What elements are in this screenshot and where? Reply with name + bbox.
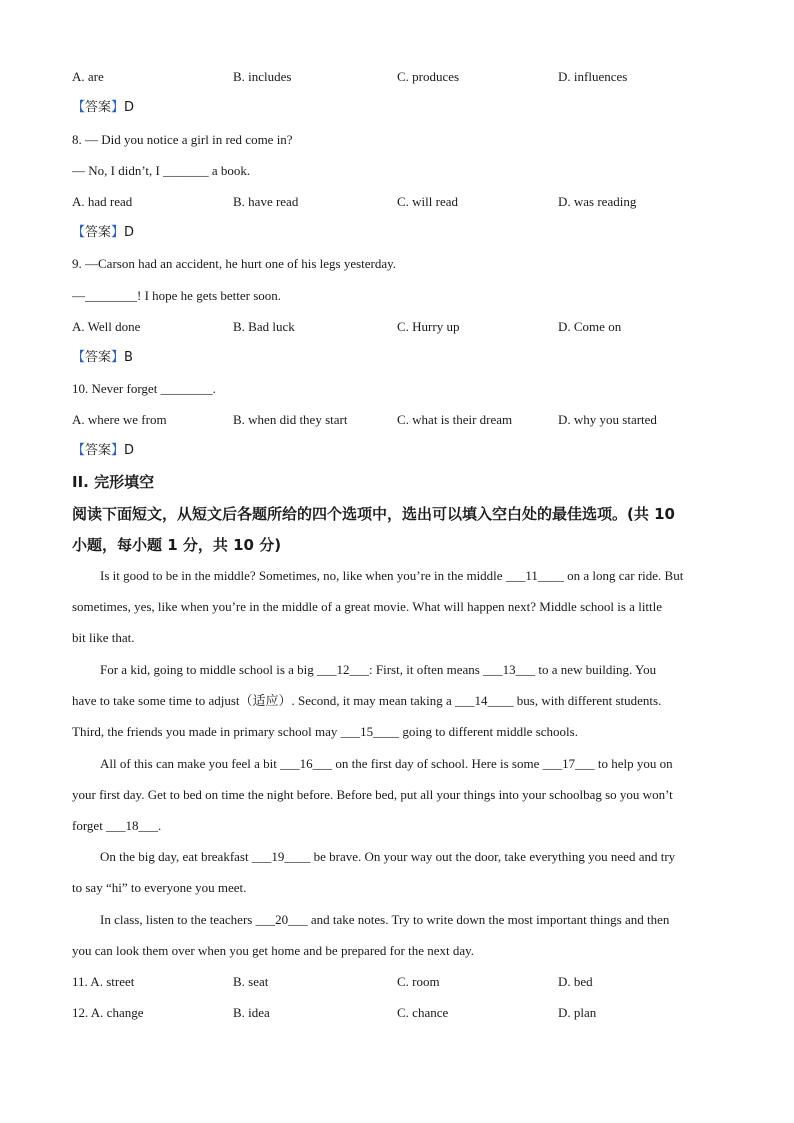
q8-option-a: A. had read xyxy=(72,194,133,209)
passage-line: On the big day, eat breakfast ___19____ be brave. On your way out the door, take everything you need and try xyxy=(100,849,676,864)
q9-answer: 【答案】B xyxy=(72,350,133,365)
passage-line: Is it good to be in the middle? Sometimes, no, like when you’re in the middle ___11____ on a long car ride. But xyxy=(100,568,684,583)
q8-option-c: C. will read xyxy=(397,194,459,209)
q9-question: 9. —Carson had an accident, he hurt one of his legs yesterday. xyxy=(72,256,397,271)
passage-line: Third, the friends you made in primary school may ___15____ going to different middle schools. xyxy=(72,724,578,739)
q9-option-c: C. Hurry up xyxy=(397,319,460,334)
q12-option-c: C. chance xyxy=(397,1005,449,1020)
q9-option-a: A. Well done xyxy=(72,319,141,334)
q10-option-c: C. what is their dream xyxy=(397,412,513,427)
answer-label: 答案 xyxy=(85,225,112,240)
q7-option-b: B. includes xyxy=(233,69,292,84)
answer-value: B xyxy=(124,350,133,365)
section-instructions-line1: 阅读下面短文，从短文后各题所给的四个选项中，选出可以填入空白处的最佳选项。(共 10 xyxy=(72,505,675,523)
passage-line: to say “hi” to everyone you meet. xyxy=(72,880,247,895)
section-instructions-line2: 小题，每小题 1 分，共 10 分) xyxy=(72,536,282,554)
q8-answer: 【答案】D xyxy=(72,225,135,240)
q12-option-b: B. idea xyxy=(233,1005,270,1020)
q8-question: 8. — Did you notice a girl in red come in? xyxy=(72,132,293,147)
q9-option-b: B. Bad luck xyxy=(233,319,295,334)
passage-line: sometimes, yes, like when you’re in the middle of a great movie. What will happen next? Middle school is a little xyxy=(72,599,663,614)
section-title: II. 完形填空 xyxy=(72,473,155,491)
passage-line: your first day. Get to bed on time the night before. Before bed, put all your things into your schoolbag so you won’t xyxy=(72,787,673,802)
answer-label: 答案 xyxy=(85,100,112,115)
q10-option-b: B. when did they start xyxy=(233,412,348,427)
q7-answer: 【答案】D xyxy=(72,100,135,115)
q10-question: 10. Never forget ________. xyxy=(72,381,216,396)
answer-value: D xyxy=(124,100,135,115)
passage-line: For a kid, going to middle school is a big ___12___: First, it often means ___13___ to a new building. You xyxy=(100,662,657,677)
passage-line: forget ___18___. xyxy=(72,818,162,833)
q7-option-a: A. are xyxy=(72,69,104,84)
q11-option-b: B. seat xyxy=(233,974,269,989)
q8-option-d: D. was reading xyxy=(558,194,637,209)
answer-value: D xyxy=(124,443,135,458)
q7-option-c: C. produces xyxy=(397,69,460,84)
answer-label: 答案 xyxy=(85,443,112,458)
passage-line: have to take some time to adjust（适应）. Second, it may mean taking a ___14____ bus, with different students. xyxy=(72,693,662,708)
q9-response: —________! I hope he gets better soon. xyxy=(72,288,282,303)
q10-option-a: A. where we from xyxy=(72,412,167,427)
passage-line: In class, listen to the teachers ___20___ and take notes. Try to write down the most important things and then xyxy=(100,912,670,927)
q11-option-c: C. room xyxy=(397,974,440,989)
q12-option-d: D. plan xyxy=(558,1005,597,1020)
answer-label: 答案 xyxy=(85,350,112,365)
q8-response: — No, I didn’t, I _______ a book. xyxy=(72,163,251,178)
passage-line: bit like that. xyxy=(72,630,135,645)
q11-option-d: D. bed xyxy=(558,974,593,989)
q10-answer: 【答案】D xyxy=(72,443,135,458)
answer-value: D xyxy=(124,225,135,240)
q7-option-d: D. influences xyxy=(558,69,628,84)
q11-option-a: 11. A. street xyxy=(72,974,135,989)
q8-option-b: B. have read xyxy=(233,194,299,209)
q9-option-d: D. Come on xyxy=(558,319,622,334)
passage-line: All of this can make you feel a bit ___16___ on the first day of school. Here is some ___17___ to help you on xyxy=(100,756,673,771)
passage-line: you can look them over when you get home and be prepared for the next day. xyxy=(72,943,475,958)
q10-option-d: D. why you started xyxy=(558,412,657,427)
q12-option-a: 12. A. change xyxy=(72,1005,144,1020)
